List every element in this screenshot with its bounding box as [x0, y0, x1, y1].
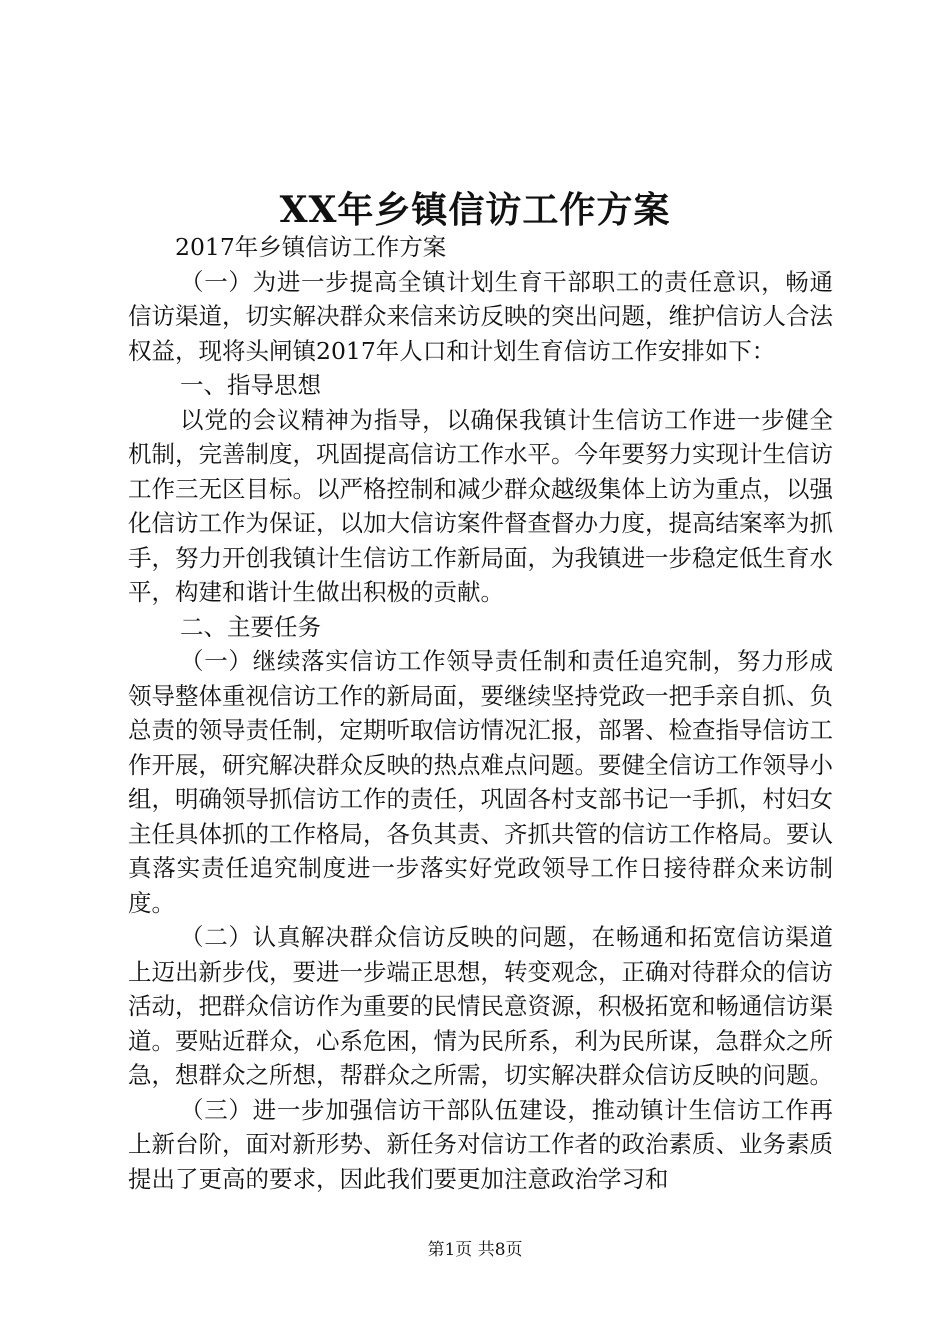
paragraph-task-1: （一）继续落实信访工作领导责任制和责任追究制，努力形成领导整体重视信访工作的新局面，要继续坚持党政一把手亲自抓、负总责的领导责任制，定期听取信访情况汇报，部署、检查指导信访工作开展，研究解决群众反映的热点难点问题。要健全信访工作领导小组，明确领导抓信访工作的责任，巩固各村支部书记一手抓，村妇女主任具体抓的工作格局，各负其责、齐抓共管的信访工作格局。要认真落实责任追究制度进一步落实好党政领导工作日接待群众来访制度。 [128, 647, 833, 917]
section-heading-main-tasks: 二、主要任务 [180, 612, 321, 641]
paragraph-guiding-ideology: 以党的会议精神为指导，以确保我镇计生信访工作进一步健全机制，完善制度，巩固提高信访工作水平。今年要努力实现计生信访工作三无区目标。以严格控制和减少群众越级集体上访为重点，以强化信访工作为保证，以加大信访案件督查督办力度，提高结案率为抓手，努力开创我镇计生信访工作新局面，为我镇进一步稳定低生育水平，构建和谐计生做出积极的贡献。 [128, 405, 833, 606]
document-title: XX年乡镇信访工作方案 [279, 189, 671, 231]
paragraph-intro: （一）为进一步提高全镇计划生育干部职工的责任意识，畅通信访渠道，切实解决群众来信来访反映的突出问题，维护信访人合法权益，现将头闸镇2017年人口和计划生育信访工作安排如下： [128, 267, 833, 365]
section-heading-guiding-ideology: 一、指导思想 [180, 371, 321, 399]
document-body [128, 230, 833, 1196]
paragraph-task-2: （二）认真解决群众信访反映的问题，在畅通和拓宽信访渠道上迈出新步伐，要进一步端正思想，转变观念，正确对待群众的信访活动，把群众信访作为重要的民情民意资源，积极拓宽和畅通信访渠道。要贴近群众，心系危困，情为民所系，利为民所谋，急群众之所急，想群众之所想，帮群众之所需，切实解决群众信访反映的问题。 [128, 923, 833, 1089]
paragraph-task-3: （三）进一步加强信访干部队伍建设，推动镇计生信访工作再上新台阶，面对新形势、新任务对信访工作者的政治素质、业务素质提出了更高的要求，因此我们要更加注意政治学习和 [128, 1095, 833, 1193]
paragraph-subtitle: 2017年乡镇信访工作方案 [175, 233, 447, 261]
page-footer: 第1页 共8页 [427, 1240, 523, 1260]
